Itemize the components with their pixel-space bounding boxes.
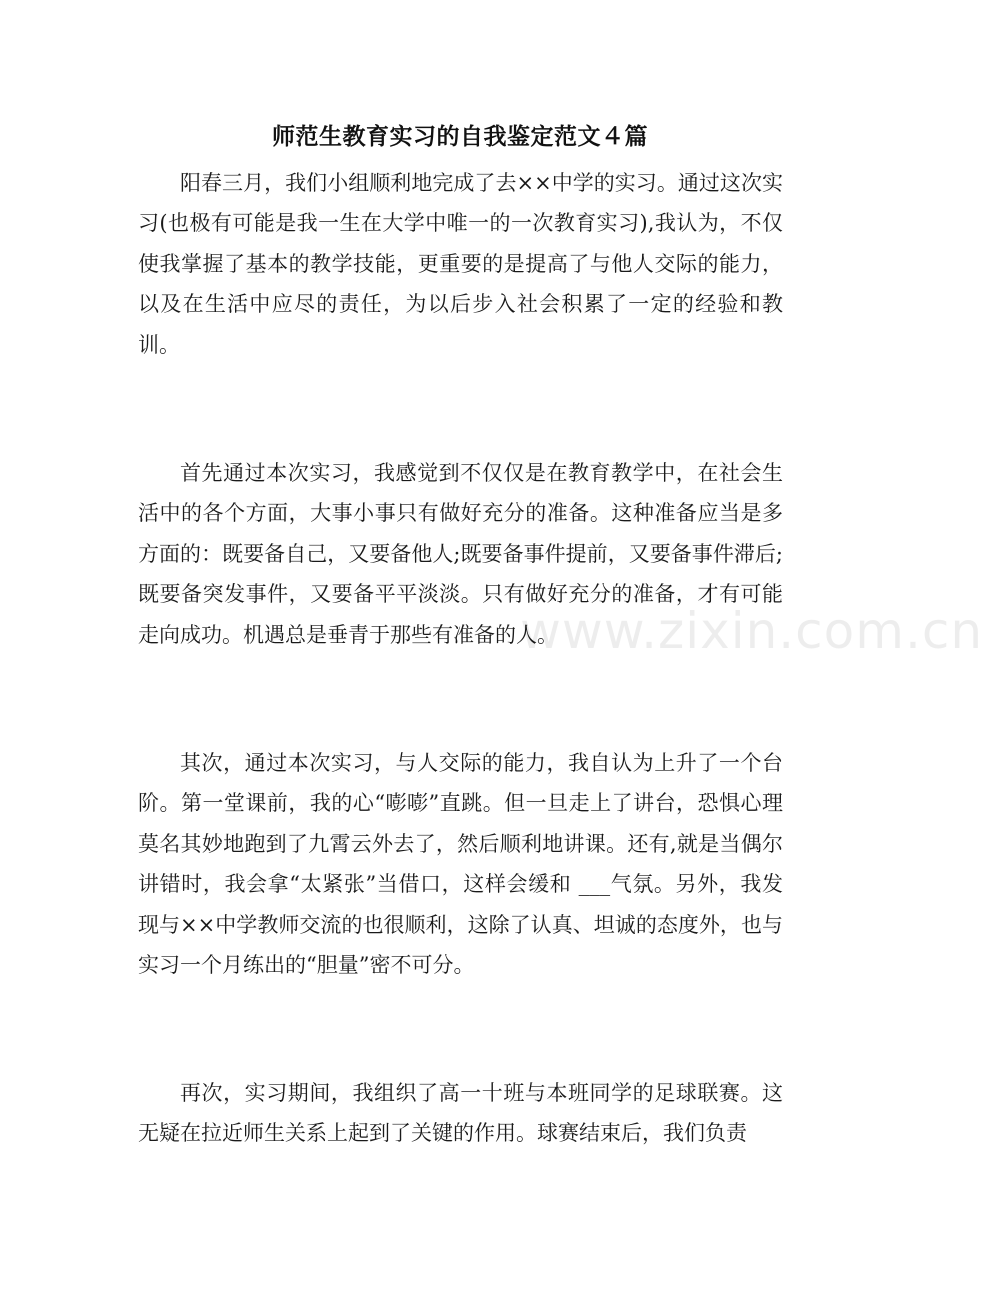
paragraph-1: 阳春三月，我们小组顺利地完成了去××中学的实习。通过这次实习(也极有可能是我一生在大学中唯一的一次教育实习),我认为，不仅使我掌握了基本的教学技能，更重要的是提高了与他人交际的能力，以及在生活中应尽的责任，为以后步入社会积累了一定的经验和教训。 xyxy=(138,171,783,357)
paragraph-4: 再次，实习期间，我组织了高一十班与本班同学的足球联赛。这无疑在拉近师生关系上起到了关键的作用。球赛结束后，我们负责 xyxy=(138,1081,783,1146)
paragraph-2: 首先通过本次实习，我感觉到不仅仅是在教育教学中，在社会生活中的各个方面，大事小事只有做好充分的准备。这种准备应当是多方面的：既要备自己，又要备他人;既要备事件提前，又要备事件滞后;既要备突发事件，又要备平平淡淡。只有做好充分的准备，才有可能走向成功。机遇总是垂青于那些有准备的人。 xyxy=(138,461,783,647)
paragraph-3: 其次，通过本次实习，与人交际的能力，我自认为上升了一个台阶。第一堂课前，我的心“嘭嘭”直跳。但一旦走上了讲台，恐惧心理莫名其妙地跑到了九霄云外去了，然后顺利地讲课。还有,就是当偶尔讲错时，我会拿“太紧张”当借口，这样会缓和 ___气氛。另外，我发现与××中学教师交流的也很顺利，这除了认真、坦诚的态度外，也与实习一个月练出的“胆量”密不可分。 xyxy=(138,751,783,978)
watermark: www.zixin.com.cn xyxy=(520,602,983,660)
document-title: 师范生教育实习的自我鉴定范文４篇 xyxy=(272,123,648,150)
